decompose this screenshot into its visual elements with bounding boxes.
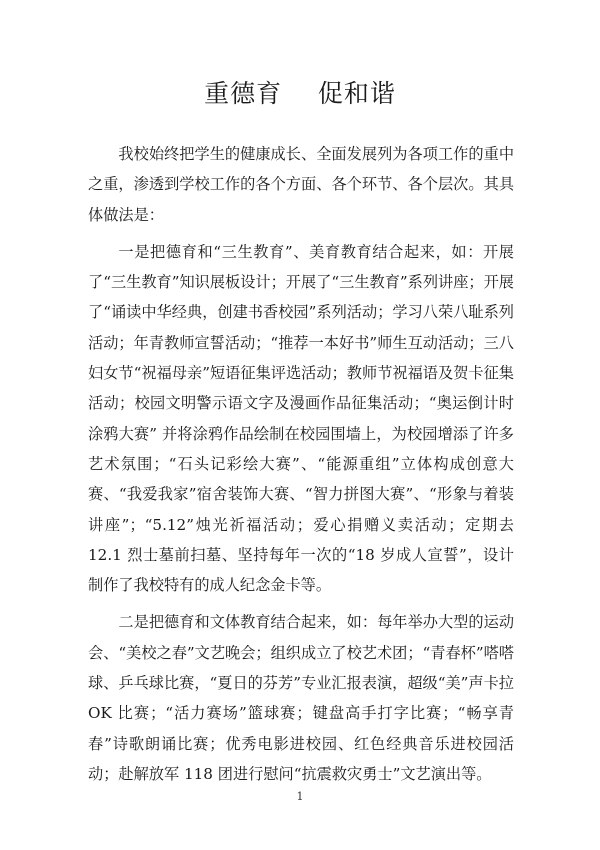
document-body xyxy=(88,139,514,789)
paragraph-one: 一是把德育和“三生教育”、美育教育结合起来，如：开展了“三生教育”知识展板设计；开展了“三生教育”系列讲座；开展了“诵读中华经典，创建书香校园”系列活动；学习八荣八耻系列活动；年青教师宣誓活动；“推荐一本好书”师生互动活动；三八妇女节“祝福母亲”短语征集评选活动；教师节祝福语及贺卡征集活动；校园文明警示语文字及漫画作品征集活动；“奥运倒计时涂鸦大赛” 并将涂鸦作品绘制在校园围墙上，为校园增添了许多艺术氛围；“石头记彩绘大赛”、“能源重组”立体构成创意大赛、“我爱我家”宿舍装饰大赛、“智力拼图大赛”、“形象与着装讲座”；“5.12”烛光祈福活动；爱心捐赠义卖活动；定期去 12.1 烈士墓前扫墓、坚持每年一次的“18 岁成人宣誓”，设计制作了我校特有的成人纪念金卡等。 xyxy=(88,242,514,595)
page-number: 1 xyxy=(296,790,304,803)
page-title: 重德育 促和谐 xyxy=(204,79,396,108)
paragraph-intro: 我校始终把学生的健康成长、全面发展列为各项工作的重中之重，渗透到学校工作的各个方面、各个环节、各个层次。其具体做法是： xyxy=(88,145,514,224)
paragraph-two: 二是把德育和文体教育结合起来，如：每年举办大型的运动会、“美校之春”文艺晚会；组织成立了校艺术团；“青春杯”嗒嗒球、乒乓球比赛，“夏日的芬芳”专业汇报表演，超级“美”声卡拉 OK 比赛；“活力赛场”篮球赛；键盘高手打字比赛；“畅享青春”诗歌朗诵比赛；优秀电影进校园、红色经典音乐进校园活动；赴解放军 118 团进行慰问“抗震救灾勇士”文艺演出等。 xyxy=(88,613,514,783)
